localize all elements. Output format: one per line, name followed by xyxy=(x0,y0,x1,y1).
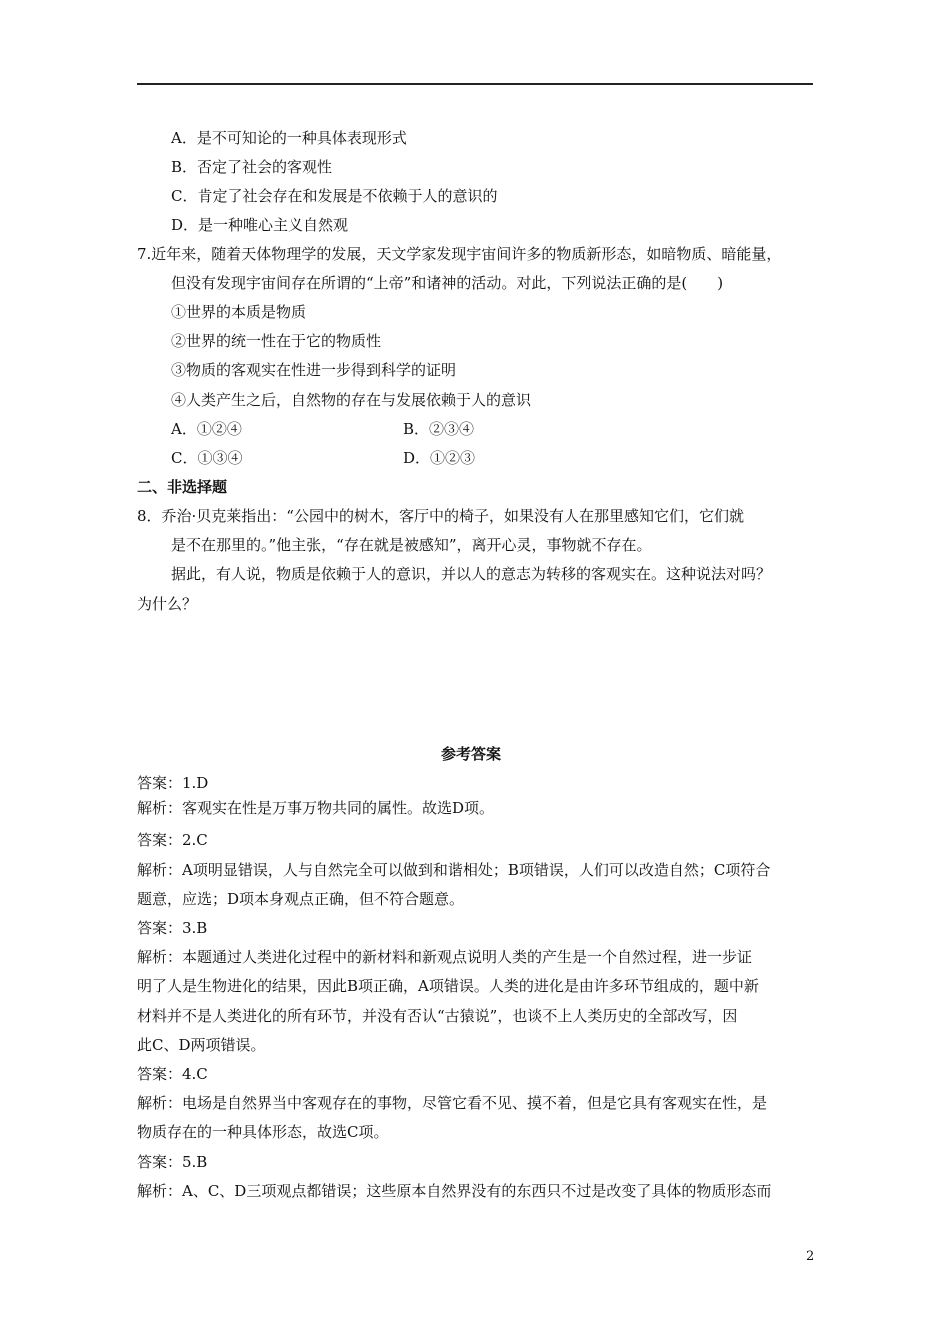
q7-statement-2: ②世界的统一性在于它的物质性 xyxy=(171,332,382,350)
q6-option-d: D．是一种唯心主义自然观 xyxy=(171,216,349,234)
q7-statement-1: ①世界的本质是物质 xyxy=(171,303,307,321)
q7-stem-line1: 7.近年来，随着天体物理学的发展，天文学家发现宇宙间许多的物质新形态，如暗物质、暗能量， xyxy=(137,245,782,263)
section2-title: 二、非选择题 xyxy=(137,478,228,496)
q7-option-a: A．①②④ xyxy=(171,420,242,438)
explanation-3-line2: 明了人是生物进化的结果，因此B项正确，A项错误。人类的进化是由许多环节组成的，题中新 xyxy=(137,977,759,995)
explanation-2-line1: 解析：A项明显错误，人与自然完全可以做到和谐相处；B项错误，人们可以改造自然；C项符合 xyxy=(137,861,771,879)
explanation-1: 解析：客观实在性是万事万物共同的属性。故选D项。 xyxy=(137,799,495,817)
q7-statement-3: ③物质的客观实在性进一步得到科学的证明 xyxy=(171,361,457,379)
q6-option-b: B．否定了社会的客观性 xyxy=(171,158,333,176)
q6-option-c: C．肯定了社会存在和发展是不依赖于人的意识的 xyxy=(171,187,498,205)
q8-line4: 为什么？ xyxy=(137,595,198,613)
explanation-3-line3: 材料并不是人类进化的所有环节，并没有否认“古猿说”，也谈不上人类历史的全部改写，因 xyxy=(137,1007,738,1025)
q8-line1: 8．乔治·贝克莱指出：“公园中的树木，客厅中的椅子，如果没有人在那里感知它们，它们就 xyxy=(137,507,744,525)
header-rule xyxy=(137,83,813,85)
explanation-5-line1: 解析：A、C、D三项观点都错误；这些原本自然界没有的东西只不过是改变了具体的物质形态而 xyxy=(137,1182,772,1200)
q8-line3: 据此，有人说，物质是依赖于人的意识，并以人的意志为转移的客观实在。这种说法对吗？ xyxy=(171,565,772,583)
q7-statement-4: ④人类产生之后，自然物的存在与发展依赖于人的意识 xyxy=(171,391,532,409)
answer-4: 答案：4.C xyxy=(137,1065,208,1083)
explanation-3-line1: 解析：本题通过人类进化过程中的新材料和新观点说明人类的产生是一个自然过程，进一步证 xyxy=(137,948,753,966)
page-number: 2 xyxy=(806,1249,815,1264)
q7-option-b: B．②③④ xyxy=(403,420,475,438)
answer-2: 答案：2.C xyxy=(137,831,208,849)
q8-line2: 是不在那里的。”他主张，“存在就是被感知”，离开心灵，事物就不存在。 xyxy=(171,536,652,554)
explanation-2-line2: 题意，应选；D项本身观点正确，但不符合题意。 xyxy=(137,890,465,908)
answer-1: 答案：1.D xyxy=(137,774,209,792)
explanation-3-line4: 此C、D两项错误。 xyxy=(137,1036,266,1054)
answer-3: 答案：3.B xyxy=(137,919,208,937)
explanation-4-line1: 解析：电场是自然界当中客观存在的事物，尽管它看不见、摸不着，但是它具有客观实在性，是 xyxy=(137,1094,768,1112)
q7-stem-line2: 但没有发现宇宙间存在所谓的“上帝”和诸神的活动。对此，下列说法正确的是( ) xyxy=(171,274,724,292)
q7-option-d: D．①②③ xyxy=(403,449,476,467)
answer-5: 答案：5.B xyxy=(137,1153,208,1171)
q7-option-c: C．①③④ xyxy=(171,449,243,467)
q6-option-a: A．是不可知论的一种具体表现形式 xyxy=(171,129,407,147)
answers-title: 参考答案 xyxy=(441,745,502,763)
explanation-4-line2: 物质存在的一种具体形态，故选C项。 xyxy=(137,1123,389,1141)
